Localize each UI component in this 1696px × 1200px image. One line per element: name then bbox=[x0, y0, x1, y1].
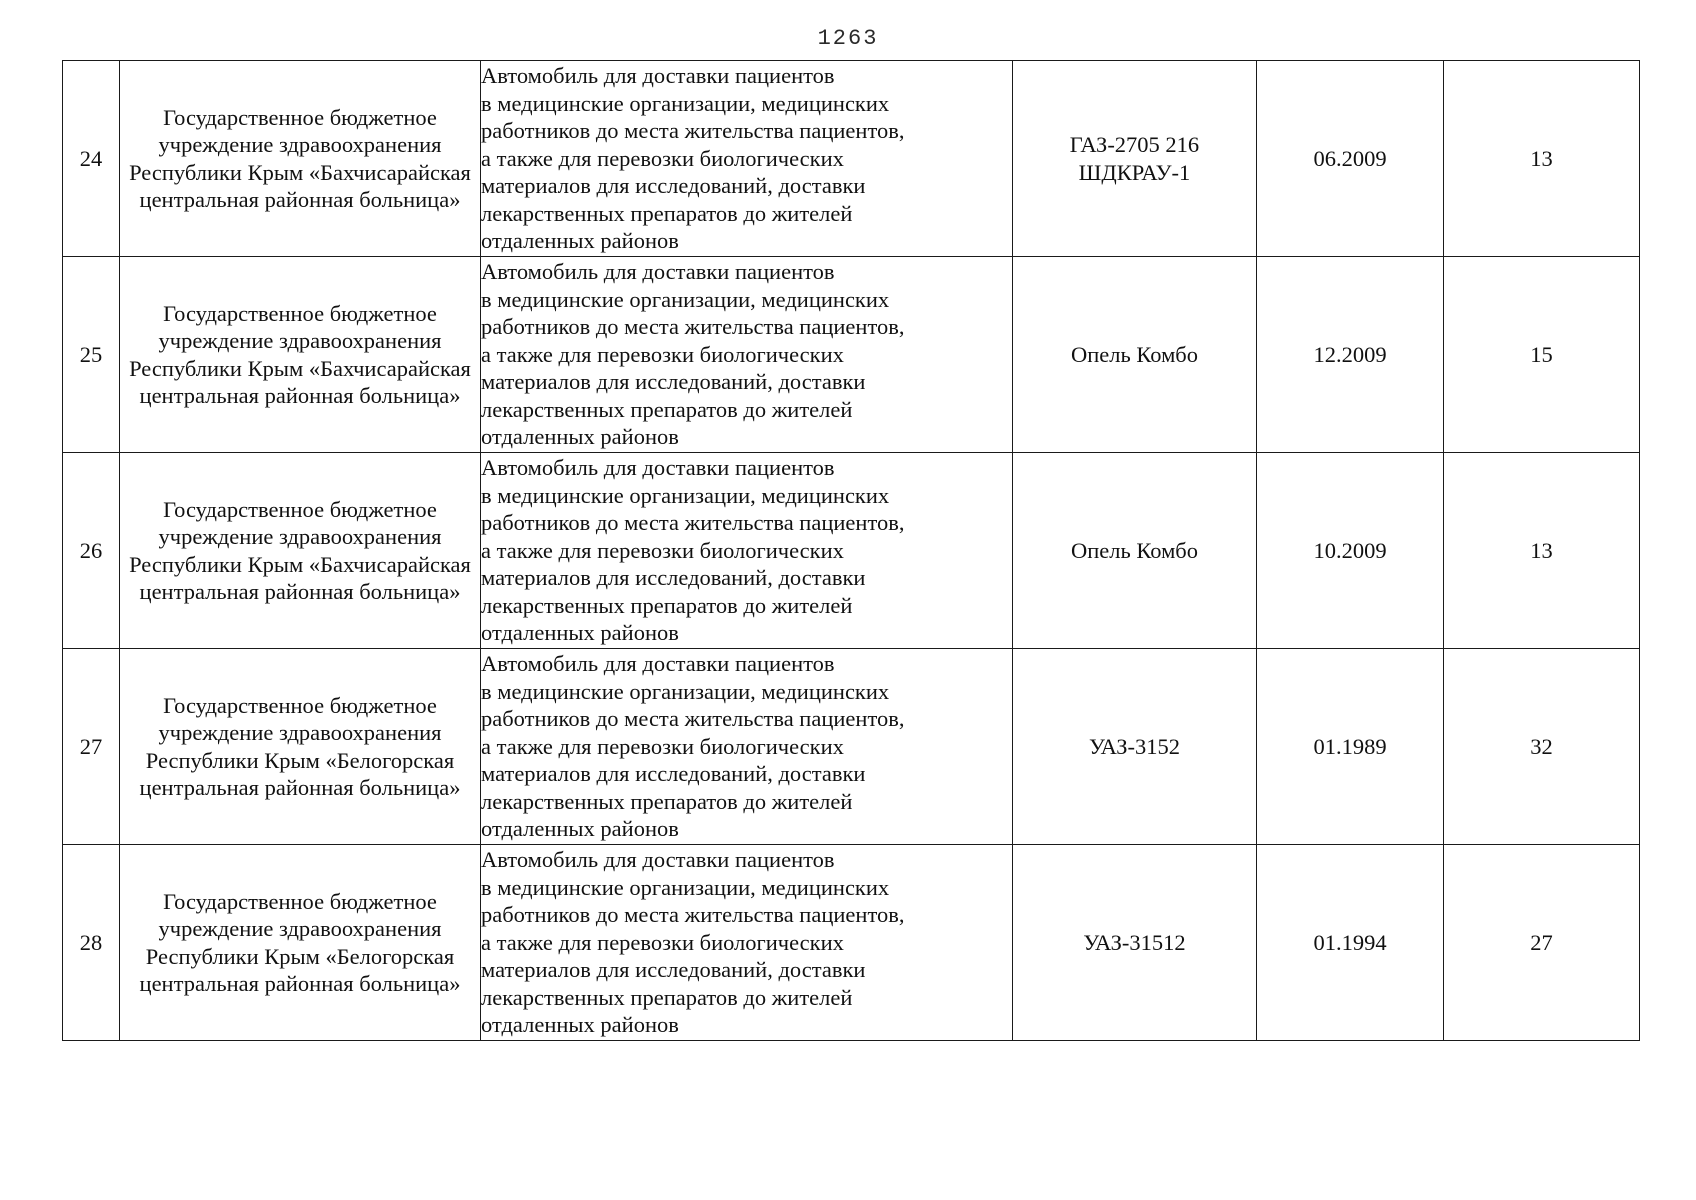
row-number: 26 bbox=[63, 453, 120, 649]
vehicle-purpose: Автомобиль для доставки пациентов в медицинские организации, медицинских работников до места жительства пациентов, а также для перевозки биологических материалов для исследований, доставки лекарственных препаратов до жителей отдаленных районов bbox=[481, 845, 1013, 1041]
organization-name: Государственное бюджетное учреждение здравоохранения Республики Крым «Бахчисарайская центральная районная больница» bbox=[120, 61, 481, 257]
row-number: 28 bbox=[63, 845, 120, 1041]
vehicle-model: Опель Комбо bbox=[1013, 453, 1257, 649]
organization-name: Государственное бюджетное учреждение здравоохранения Республики Крым «Бахчисарайская центральная районная больница» bbox=[120, 453, 481, 649]
vehicle-model: УАЗ-3152 bbox=[1013, 649, 1257, 845]
table-row bbox=[63, 453, 1640, 649]
manufacture-date: 01.1994 bbox=[1257, 845, 1444, 1041]
vehicle-model: ГАЗ-2705 216 ШДКРАУ-1 bbox=[1013, 61, 1257, 257]
vehicle-age: 15 bbox=[1444, 257, 1640, 453]
vehicle-age: 27 bbox=[1444, 845, 1640, 1041]
manufacture-date: 01.1989 bbox=[1257, 649, 1444, 845]
vehicle-model: УАЗ-31512 bbox=[1013, 845, 1257, 1041]
table-row bbox=[63, 257, 1640, 453]
vehicle-purpose: Автомобиль для доставки пациентов в медицинские организации, медицинских работников до места жительства пациентов, а также для перевозки биологических материалов для исследований, доставки лекарственных препаратов до жителей отдаленных районов bbox=[481, 257, 1013, 453]
vehicle-purpose: Автомобиль для доставки пациентов в медицинские организации, медицинских работников до места жительства пациентов, а также для перевозки биологических материалов для исследований, доставки лекарственных препаратов до жителей отдаленных районов bbox=[481, 649, 1013, 845]
vehicle-model: Опель Комбо bbox=[1013, 257, 1257, 453]
organization-name: Государственное бюджетное учреждение здравоохранения Республики Крым «Бахчисарайская центральная районная больница» bbox=[120, 257, 481, 453]
table-row bbox=[63, 845, 1640, 1041]
vehicle-purpose: Автомобиль для доставки пациентов в медицинские организации, медицинских работников до места жительства пациентов, а также для перевозки биологических материалов для исследований, доставки лекарственных препаратов до жителей отдаленных районов bbox=[481, 61, 1013, 257]
row-number: 25 bbox=[63, 257, 120, 453]
vehicle-registry-table bbox=[62, 60, 1640, 1041]
manufacture-date: 12.2009 bbox=[1257, 257, 1444, 453]
manufacture-date: 06.2009 bbox=[1257, 61, 1444, 257]
vehicle-age: 32 bbox=[1444, 649, 1640, 845]
organization-name: Государственное бюджетное учреждение здравоохранения Республики Крым «Белогорская центральная районная больница» bbox=[120, 649, 481, 845]
table-row bbox=[63, 61, 1640, 257]
page-number: 1263 bbox=[817, 26, 879, 51]
row-number: 24 bbox=[63, 61, 120, 257]
row-number: 27 bbox=[63, 649, 120, 845]
table-row bbox=[63, 649, 1640, 845]
vehicle-age: 13 bbox=[1444, 453, 1640, 649]
vehicle-age: 13 bbox=[1444, 61, 1640, 257]
organization-name: Государственное бюджетное учреждение здравоохранения Республики Крым «Белогорская центральная районная больница» bbox=[120, 845, 481, 1041]
manufacture-date: 10.2009 bbox=[1257, 453, 1444, 649]
vehicle-purpose: Автомобиль для доставки пациентов в медицинские организации, медицинских работников до места жительства пациентов, а также для перевозки биологических материалов для исследований, доставки лекарственных препаратов до жителей отдаленных районов bbox=[481, 453, 1013, 649]
